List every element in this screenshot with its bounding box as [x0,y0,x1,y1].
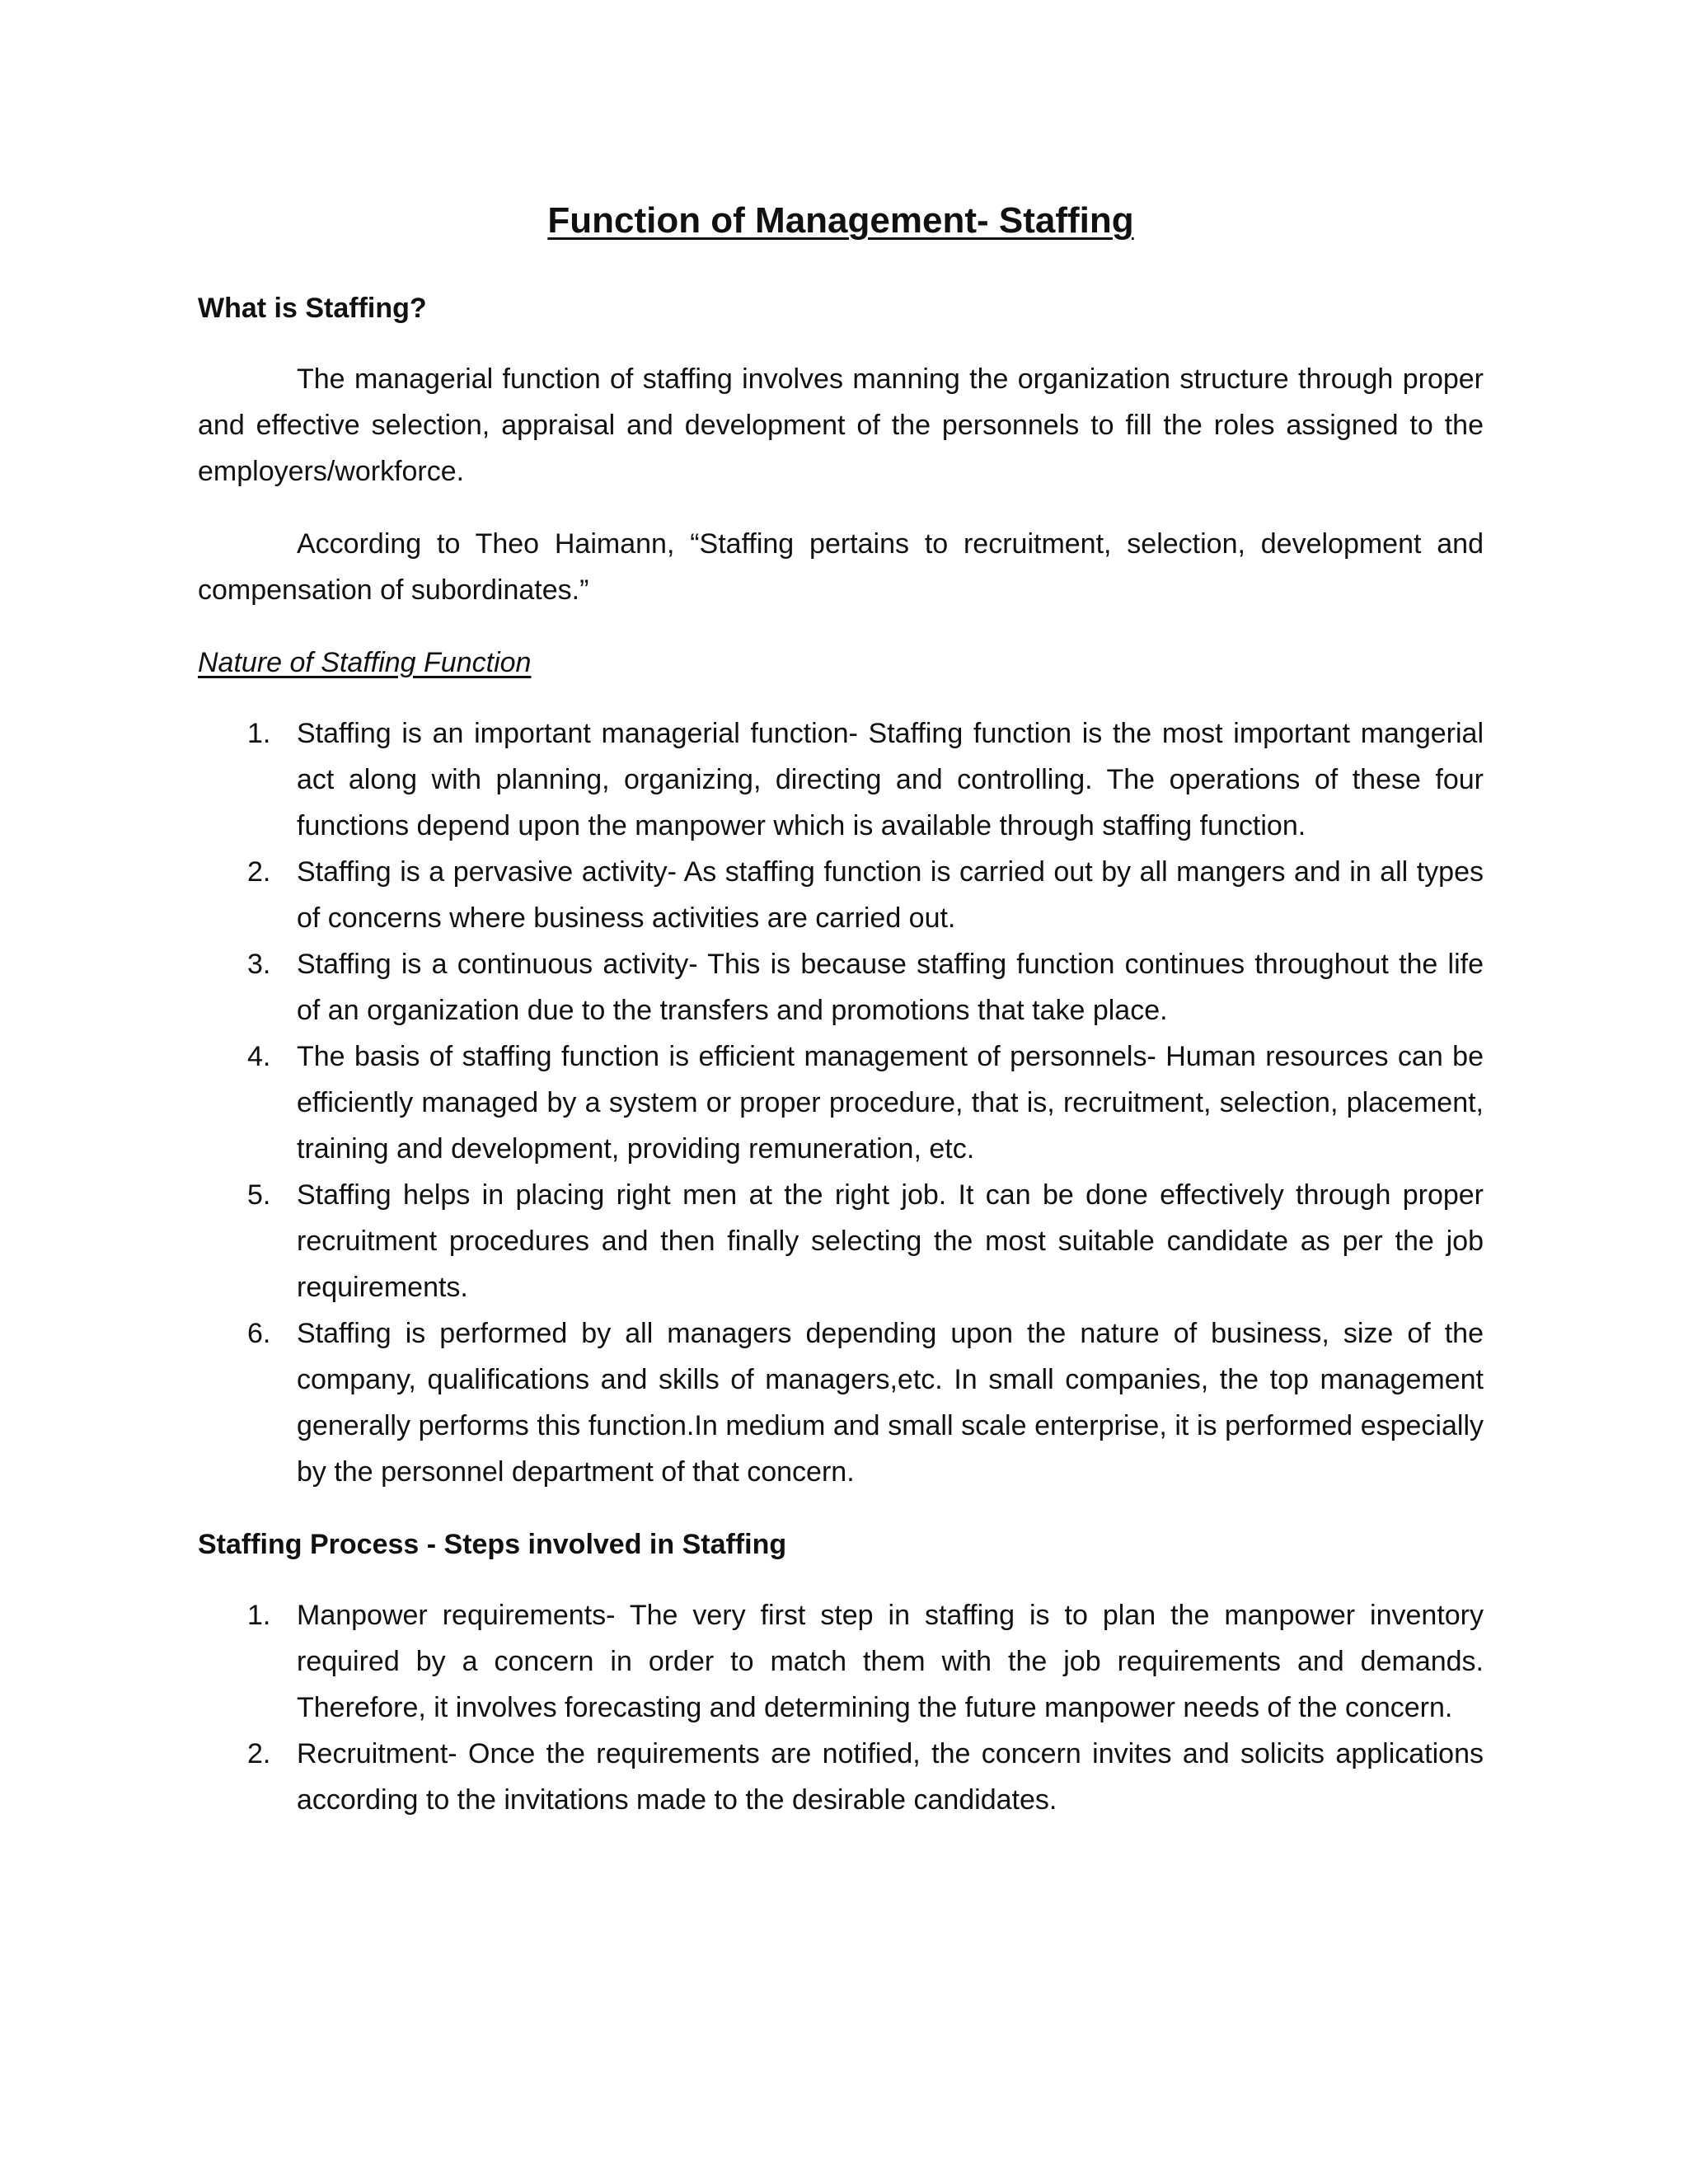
process-list [198,1592,1484,1823]
list-item-text: Staffing helps in placing right men at the right job. It can be done effectively through proper recruitment procedures and then finally selecting the most suitable candidate as per the job requirements. [297,1179,1484,1303]
list-item-text: Manpower requirements- The very first step in staffing is to plan the manpower inventory required by a concern in order to match them with the job requirements and demands. Therefore, it involves forecasting and determining the future manpower needs of the concern. [297,1600,1484,1723]
paragraph-quote: According to Theo Haimann, “Staffing pertains to recruitment, selection, development and compensation of subordinates.” [198,528,1484,606]
list-item-text: Recruitment- Once the requirements are notified, the concern invites and solicits applications according to the invitations made to the desirable candidates. [297,1738,1484,1816]
list-item [198,1731,1484,1823]
list-number: 6. [247,1318,271,1349]
list-item-text: The basis of staffing function is efficient management of personnels- Human resources can be efficiently managed by a system or proper procedure, that is, recruitment, selection, placement, training and development, providing remuneration, etc. [297,1041,1484,1165]
document-content [198,196,1484,1849]
list-item [198,1592,1484,1731]
list-item [198,1172,1484,1310]
section-heading-staffing-process: Staffing Process - Steps involved in Staffing [198,1529,787,1560]
paragraph-definition: The managerial function of staffing involves manning the organization structure through proper and effective selection, appraisal and development of the personnels to fill the roles assigned to the employers/workforce. [198,363,1484,487]
list-item-text: Staffing is performed by all managers depending upon the nature of business, size of the company, qualifications and skills of managers,etc. In small companies, the top management generally performs this function.In medium and small scale enterprise, it is performed especially by the personnel department of that concern. [297,1318,1484,1488]
list-number: 1. [247,718,271,749]
list-number: 4. [247,1041,271,1072]
list-item-text: Staffing is a pervasive activity- As staffing function is carried out by all mangers and in all types of concerns where business activities are carried out. [297,856,1484,934]
list-number: 1. [247,1600,271,1631]
list-item [198,1033,1484,1172]
list-item-text: Staffing is an important managerial function- Staffing function is the most important mangerial act along with planning, organizing, directing and controlling. The operations of these four functions depend upon the manpower which is available through staffing function. [297,718,1484,841]
nature-list [198,710,1484,1495]
list-item [198,849,1484,941]
list-item-text: Staffing is a continuous activity- This is because staffing function continues throughout the life of an organization due to the transfers and promotions that take place. [297,949,1484,1026]
subheading-nature-of-staffing: Nature of Staffing Function [198,647,532,678]
list-number: 2. [247,1738,271,1769]
list-item [198,710,1484,849]
list-number: 3. [247,949,271,980]
list-number: 2. [247,856,271,888]
list-item [198,1310,1484,1495]
section-heading-what-is-staffing: What is Staffing? [198,293,427,324]
page-title: Function of Management- Staffing [547,200,1134,241]
list-number: 5. [247,1179,271,1211]
list-item [198,941,1484,1033]
